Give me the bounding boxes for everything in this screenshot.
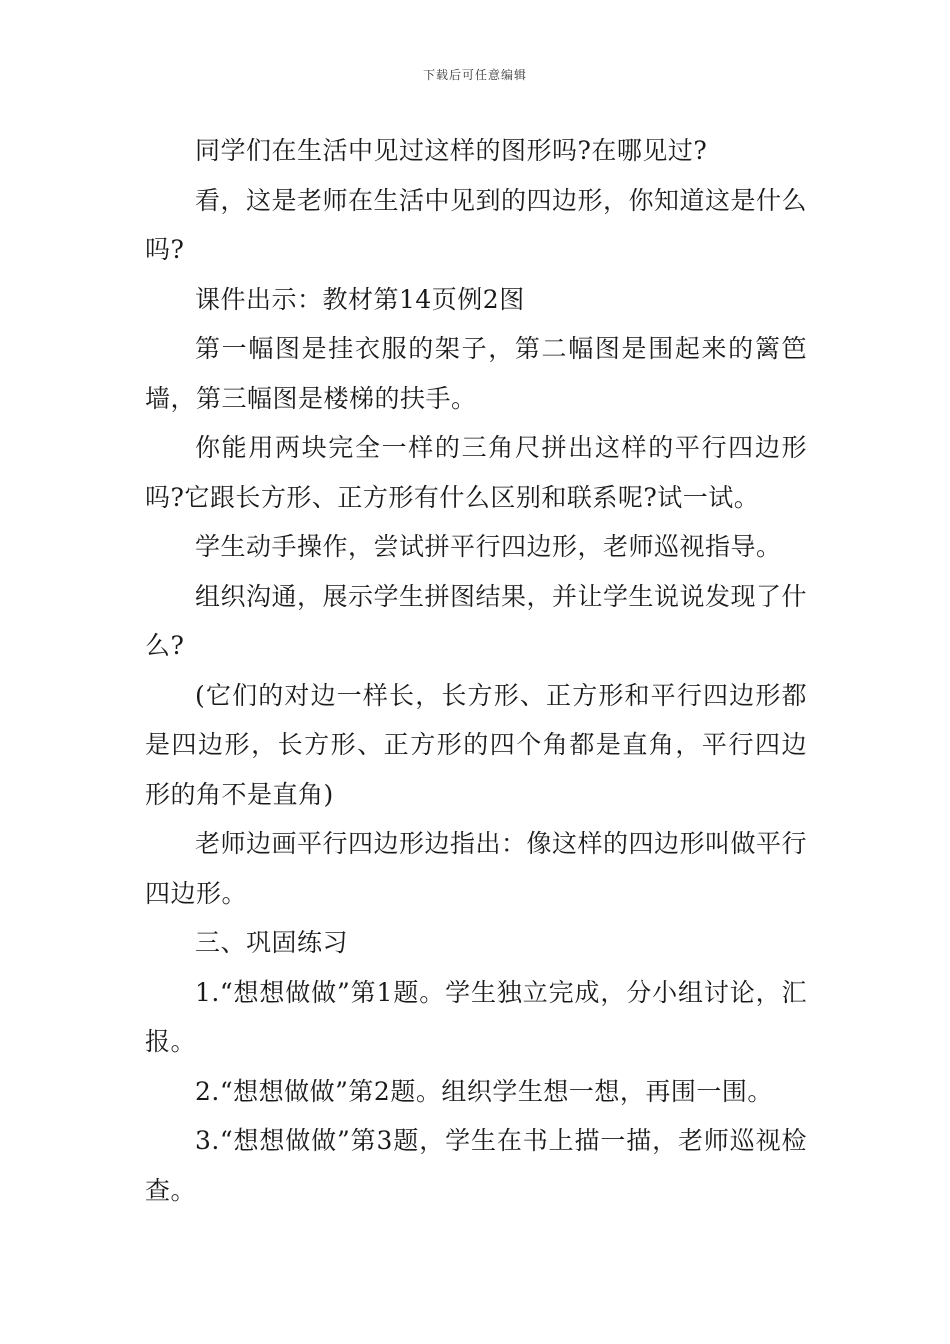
paragraph: 同学们在生活中见过这样的图形吗?在哪见过? <box>195 136 708 165</box>
paragraph: 学生动手操作，尝试拼平行四边形，老师巡视指导。 <box>195 532 782 561</box>
paragraph: 你能用两块完全一样的三角尺拼出这样的平行四边形吗?它跟长方形、正方形有什么区别和联系呢?试一试。 <box>145 433 807 512</box>
exercise-item: 1.“想想做做”第1题。学生独立完成，分小组讨论，汇报。 <box>145 977 807 1056</box>
header-note: 下载后可任意编辑 <box>422 68 527 82</box>
paragraph: 组织沟通，展示学生拼图结果，并让学生说说发现了什么? <box>145 581 808 660</box>
paragraph: (它们的对边一样长，长方形、正方形和平行四边形都是四边形，长方形、正方形的四个角都是直角，平行四边形的角不是直角) <box>145 680 807 809</box>
paragraph: 看，这是老师在生活中见到的四边形，你知道这是什么吗? <box>145 185 808 264</box>
exercise-item: 2.“想想做做”第2题。组织学生想一想，再围一围。 <box>195 1076 773 1106</box>
paragraph: 课件出示：教材第14页例2图 <box>195 284 525 314</box>
section-heading: 三、巩固练习 <box>195 928 349 957</box>
paragraph: 老师边画平行四边形边指出：像这样的四边形叫做平行四边形。 <box>145 829 808 908</box>
document-body <box>145 126 807 1215</box>
exercise-item: 3.“想想做做”第3题，学生在书上描一描，老师巡视检查。 <box>145 1126 807 1205</box>
paragraph: 第一幅图是挂衣服的架子，第二幅图是围起来的篱笆墙，第三幅图是楼梯的扶手。 <box>145 334 807 413</box>
